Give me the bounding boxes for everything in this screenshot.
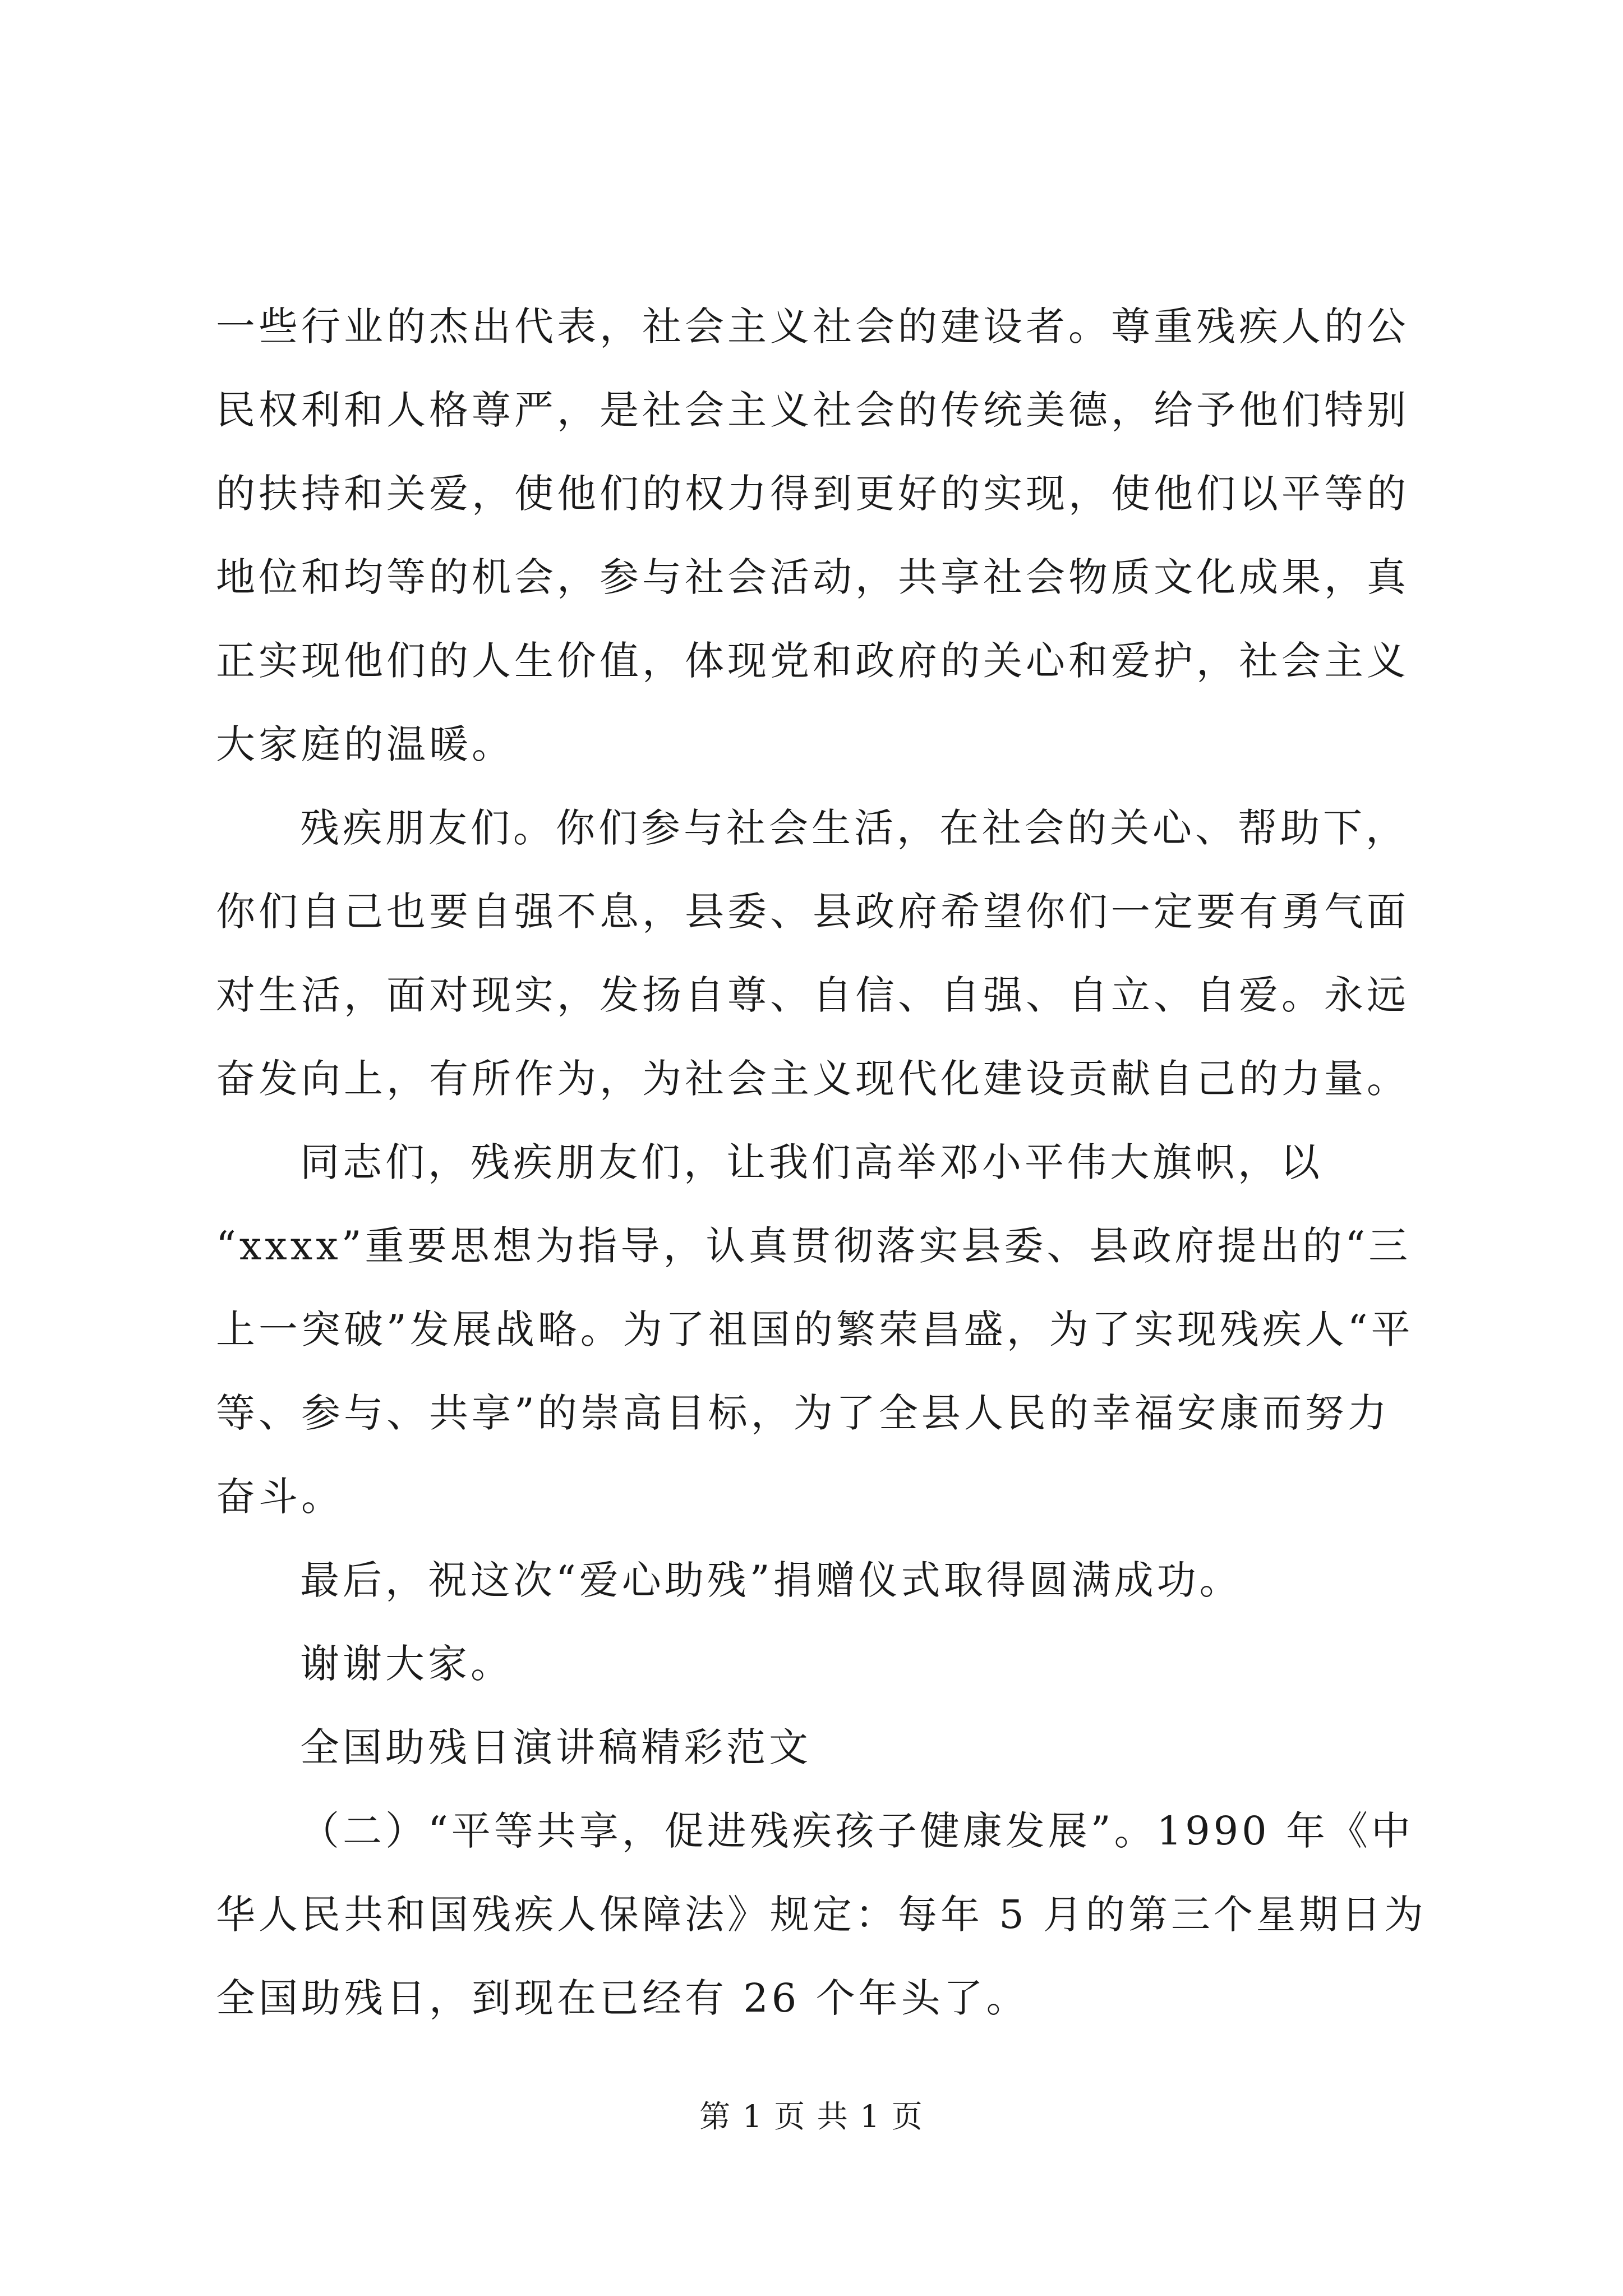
body-line: 大家庭的温暖。 [216, 721, 514, 767]
paragraph-start-line: （二）“平等共享，促进残疾孩子健康发展”。1990 年《中 [300, 1808, 1414, 1854]
paragraph-start-line: 同志们，残疾朋友们，让我们高举邓小平伟大旗帜，以 [300, 1139, 1323, 1185]
body-line: 对生活，面对现实，发扬自尊、自信、自强、自立、自爱。永远 [216, 972, 1409, 1018]
body-line: 等、参与、共享”的崇高目标，为了全县人民的幸福安康而努力 [216, 1390, 1390, 1436]
body-line: 一些行业的杰出代表，社会主义社会的建设者。尊重残疾人的公 [216, 303, 1409, 349]
body-line: 奋发向上，有所作为，为社会主义现代化建设贡献自己的力量。 [216, 1056, 1409, 1102]
body-line: 全国助残日，到现在已经有 26 个年头了。 [216, 1975, 1029, 2021]
body-line: 上一突破”发展战略。为了祖国的繁荣昌盛，为了实现残疾人“平 [216, 1306, 1414, 1352]
body-line: 民权利和人格尊严，是社会主义社会的传统美德，给予他们特别 [216, 387, 1409, 433]
paragraph-start-line: 谢谢大家。 [300, 1641, 513, 1687]
body-line: 地位和均等的机会，参与社会活动，共享社会物质文化成果，真 [216, 554, 1409, 600]
page-number-footer: 第 1 页 共 1 页 [699, 2099, 924, 2134]
body-line: 华人民共和国残疾人保障法》规定：每年 5 月的第三个星期日为 [216, 1892, 1427, 1938]
body-line: 你们自己也要自强不息，县委、县政府希望你们一定要有勇气面 [216, 889, 1409, 935]
section-title: 全国助残日演讲稿精彩范文 [300, 1724, 811, 1770]
body-line: 正实现他们的人生价值，体现党和政府的关心和爱护，社会主义 [216, 638, 1409, 684]
body-line: “xxxx”重要思想为指导，认真贯彻落实县委、县政府提出的“三 [216, 1223, 1412, 1269]
document-body [216, 300, 1427, 2055]
body-line: 的扶持和关爱，使他们的权力得到更好的实现，使他们以平等的 [216, 471, 1409, 517]
paragraph-start-line: 残疾朋友们。你们参与社会生活，在社会的关心、帮助下， [300, 805, 1408, 851]
body-line: 奋斗。 [216, 1474, 344, 1520]
paragraph-start-line: 最后，祝这次“爱心助残”捐赠仪式取得圆满成功。 [300, 1557, 1242, 1603]
